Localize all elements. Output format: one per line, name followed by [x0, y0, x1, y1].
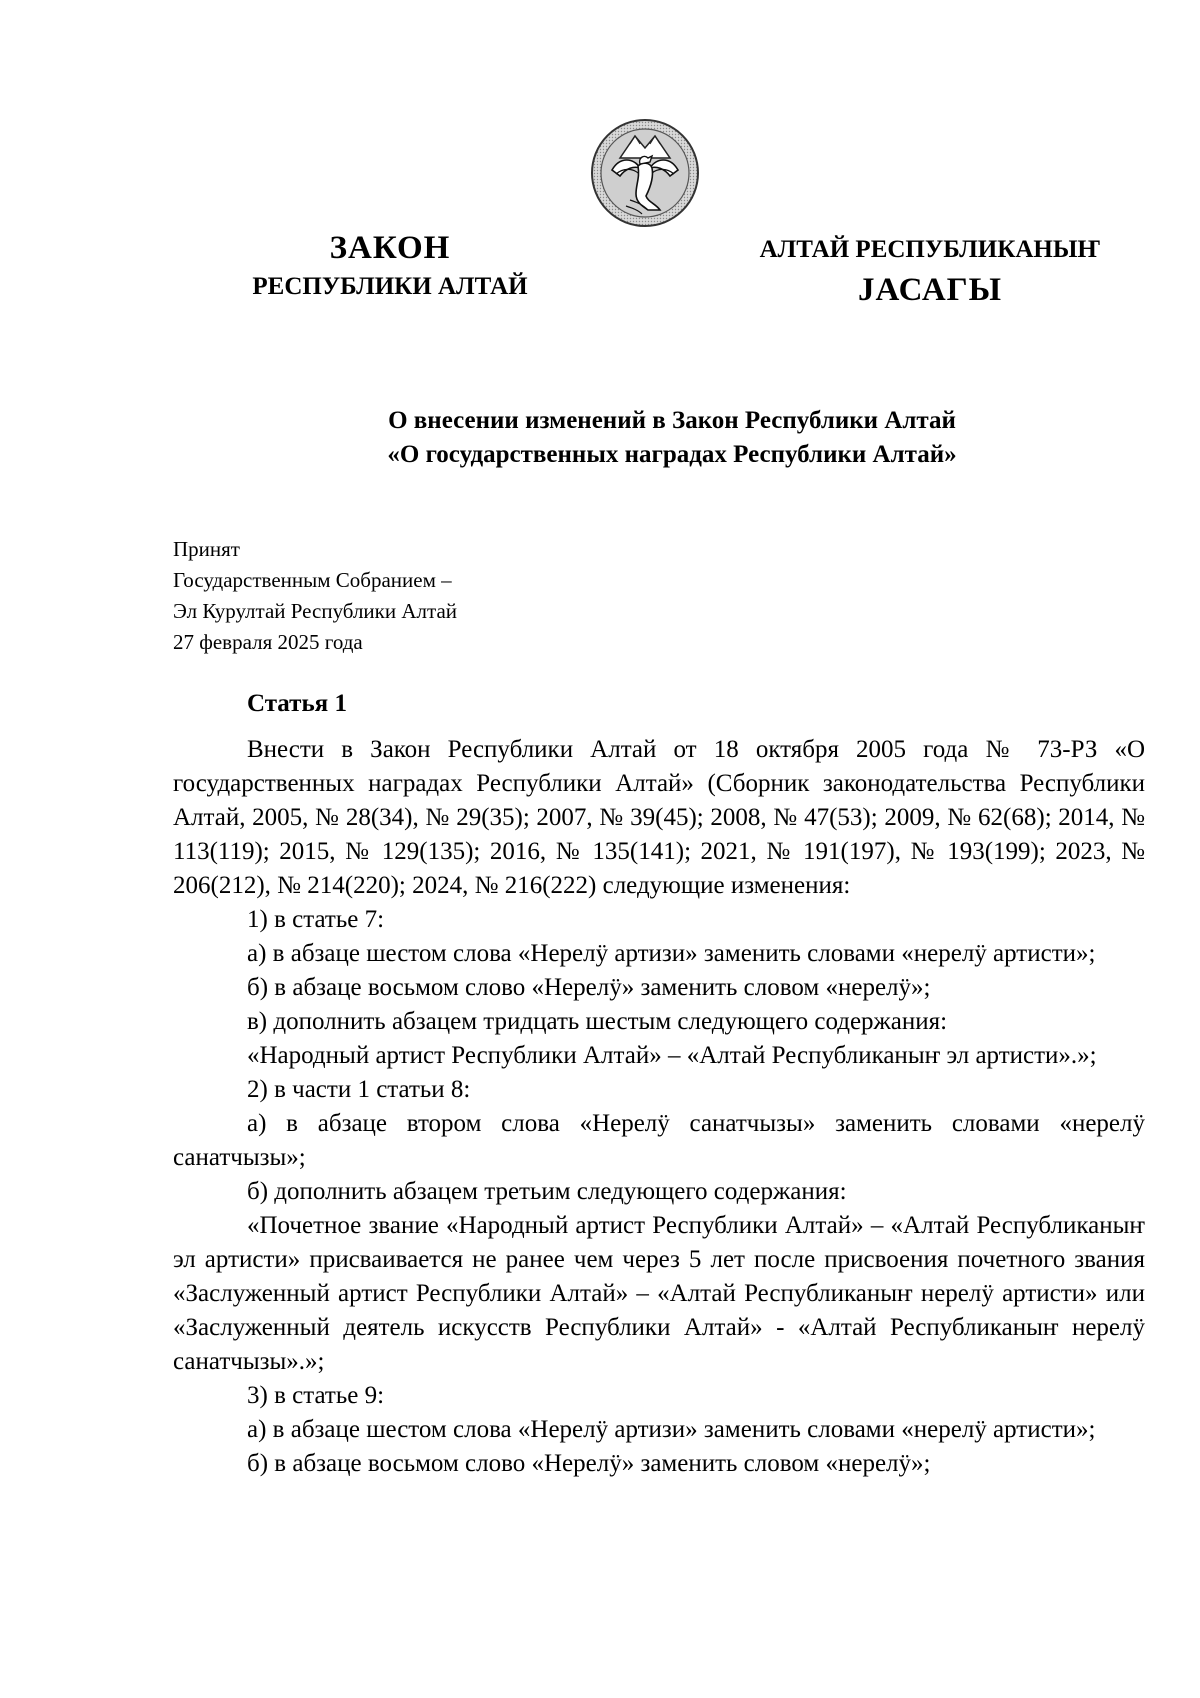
law-title-line1: О внесении изменений в Закон Республики Алтай — [388, 407, 956, 434]
article-paragraph: а) в абзаце втором слова «Нерелӱ санатчызы» заменить словами «нерелӱ санатчызы»; — [173, 1110, 1145, 1171]
article-paragraph: в) дополнить абзацем тридцать шестым следующего содержания: — [247, 1008, 948, 1035]
adoption-date: 27 февраля 2025 года — [173, 630, 363, 654]
article-paragraph: б) дополнить абзацем третьим следующего содержания: — [247, 1178, 847, 1205]
article-paragraph: б) в абзаце восьмом слово «Нерелӱ» заменить словом «нерелӱ»; — [247, 974, 931, 1001]
article-heading: Статья 1 — [247, 690, 347, 717]
header-right-title: ЈАСАГЫ — [857, 272, 1003, 308]
adoption-line: Эл Курултай Республики Алтай — [173, 599, 458, 623]
altai-coat-of-arms-icon — [590, 118, 700, 228]
article-paragraph: «Народный артист Республики Алтай» – «Алтай Республиканыҥ эл артисти».»; — [247, 1042, 1097, 1069]
article-body — [173, 733, 1145, 1481]
article-paragraph: а) в абзаце шестом слова «Нерелӱ артизи» заменить словами «нерелӱ артисти»; — [247, 1416, 1096, 1443]
article-paragraph: а) в абзаце шестом слова «Нерелӱ артизи» заменить словами «нерелӱ артисти»; — [247, 940, 1096, 967]
header-right-subtitle: АЛТАЙ РЕСПУБЛИКАНЫҤ — [759, 236, 1101, 263]
adoption-line: Государственным Собранием – — [173, 568, 452, 592]
article-paragraph: Внести в Закон Республики Алтай от 18 октября 2005 года № 73-РЗ «О государственных наградах Республики Алтай» (Сборник законодательства Республики Алтай, 2005, № 28(34), № 29(35); 2007, № 39(45); 2008, № 47(53); 2009, № 62(68); 2014, № 113(119); 2015, № 129(135); 2016, № 135(141); 2021, № 191(197), № 193(199); 2023, № 206(212), № 214(220); 2024, № 216(222) следующие изменения: — [173, 736, 1145, 899]
law-title — [172, 404, 1172, 472]
adoption-line: Принят — [173, 537, 240, 561]
adoption-info — [173, 534, 457, 658]
article-paragraph: 3) в статье 9: — [247, 1382, 385, 1409]
article-paragraph: 1) в статье 7: — [247, 906, 385, 933]
law-title-line2: «О государственных наградах Республики Алтай» — [387, 441, 957, 468]
header-left-title: ЗАКОН — [329, 230, 451, 266]
article-paragraph: 2) в части 1 статьи 8: — [247, 1076, 471, 1103]
header-left — [190, 228, 590, 304]
header-right — [720, 234, 1140, 310]
article-paragraph: б) в абзаце восьмом слово «Нерелӱ» заменить словом «нерелӱ»; — [247, 1450, 931, 1477]
header-left-subtitle: РЕСПУБЛИКИ АЛТАЙ — [252, 273, 528, 300]
article-paragraph: «Почетное звание «Народный артист Республики Алтай» – «Алтай Республиканыҥ эл артисти» присваивается не ранее чем через 5 лет после присвоения почетного звания «Заслуженный артист Республики Алтай» – «Алтай Республиканыҥ нерелӱ артисти» или «Заслуженный деятель искусств Республики Алтай» - «Алтай Республиканыҥ нерелӱ санатчызы».»; — [173, 1212, 1145, 1375]
